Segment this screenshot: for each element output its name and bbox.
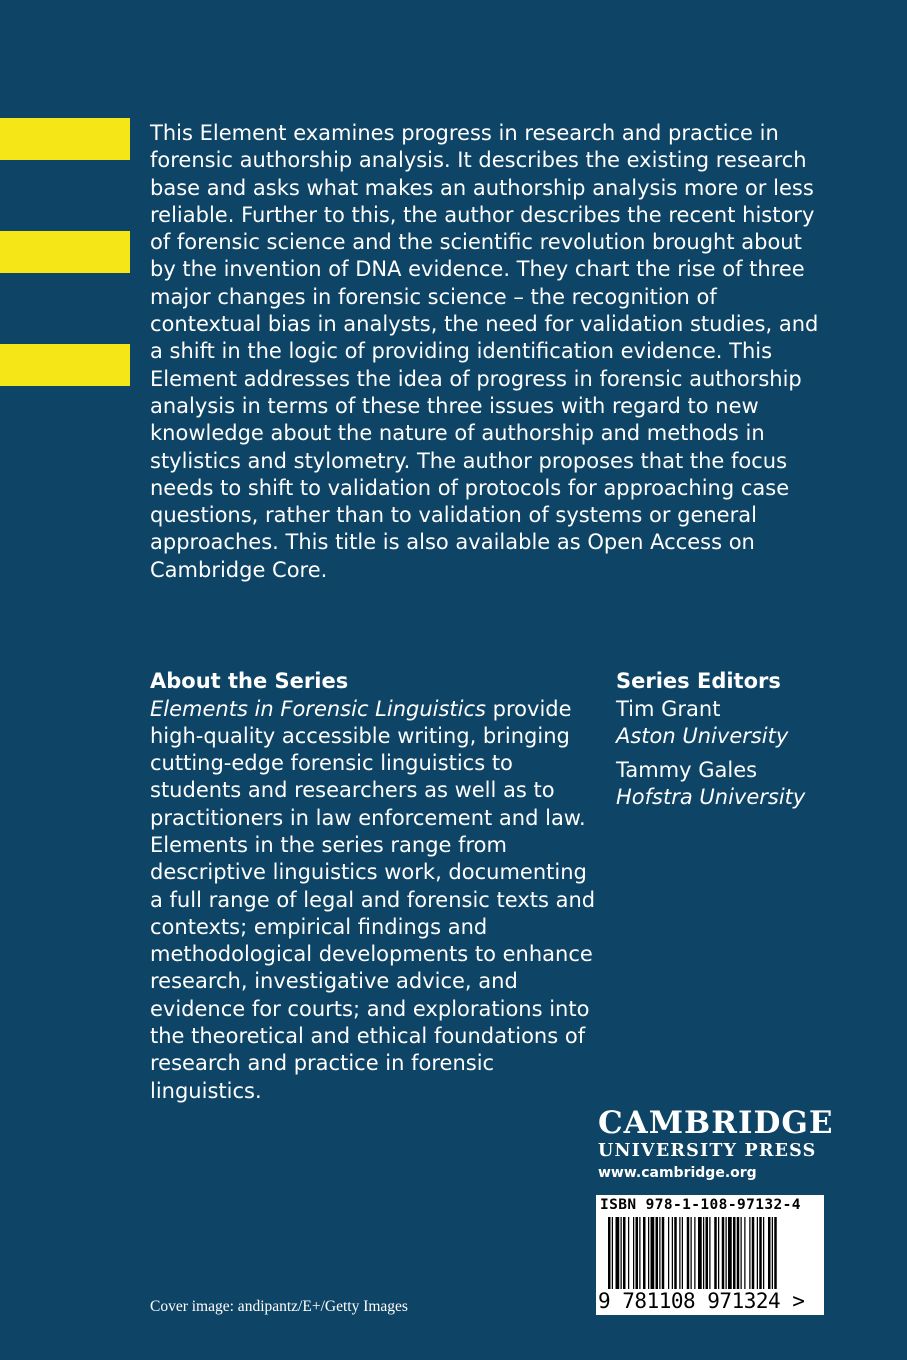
barcode-bar [722, 1217, 725, 1289]
barcode-bar [643, 1217, 646, 1289]
isbn-barcode [596, 1195, 824, 1315]
barcode-bar [741, 1217, 742, 1289]
barcode-digits: 9 781108 971324 > [598, 1289, 805, 1313]
barcode-bar [728, 1217, 732, 1289]
barcode-bar [608, 1217, 611, 1289]
barcode-bar [763, 1217, 764, 1289]
barcode-bar [744, 1217, 745, 1289]
barcode-bar [672, 1217, 673, 1289]
barcode-bar [616, 1217, 620, 1289]
barcode-bar [656, 1217, 659, 1289]
editor-affiliation: Aston University [616, 724, 789, 748]
barcode-bar [774, 1217, 777, 1289]
barcode-bar [687, 1217, 690, 1289]
barcode-bar [636, 1217, 639, 1289]
editor-affiliation: Hofstra University [616, 785, 806, 809]
barcode-bar [659, 1217, 660, 1289]
yellow-accent-bar-middle [0, 231, 130, 273]
barcode-bar [633, 1217, 634, 1289]
editor-name: Tim Grant [616, 696, 721, 721]
barcode-bar [703, 1217, 704, 1289]
barcode-bar [612, 1217, 613, 1289]
barcode-bar [726, 1217, 727, 1289]
publisher-url: www.cambridge.org [598, 1165, 757, 1181]
barcode-bar [752, 1217, 755, 1289]
barcode-bar [651, 1217, 655, 1289]
about-series-section [150, 668, 600, 1105]
barcode-bar [662, 1217, 665, 1289]
about-series-text [150, 696, 600, 1105]
yellow-accent-bar-top [0, 118, 130, 160]
barcode-bar [628, 1217, 629, 1289]
barcode-bar [679, 1217, 680, 1289]
barcode-bar [682, 1217, 683, 1289]
barcode-bar [737, 1217, 740, 1289]
barcode-bar [674, 1217, 677, 1289]
isbn-label: ISBN 978-1-108-97132-4 [600, 1197, 801, 1213]
barcode-bar [733, 1217, 736, 1289]
book-blurb: This Element examines progress in research and practice in forensic authorship analysis. It describes the existing research base and asks what makes an authorship analysis more or less reliable. Further to this, the author describes the recent history of forensic science and the scientific revolution brought about by the invention of DNA evidence. They chart the rise of three major changes in forensic science – the recognition of contextual bias in analysts, the need for validation studies, and a shift in the logic of providing identification evidence. This Element addresses the idea of progress in forensic authorship analysis in terms of these three issues with regard to new knowledge about the nature of authorship and methods in stylistics and stylometry. The author proposes that the focus needs to shift to validation of protocols for approaching case questions, rather than to validation of systems or general approaches. This title is also available as Open Access on Cambridge Core. [150, 121, 819, 582]
barcode-bar [709, 1217, 710, 1289]
series-editors-heading: Series Editors [616, 669, 781, 693]
cover-image-credit: Cover image: andipantz/E+/Getty Images [150, 1298, 408, 1315]
barcode-bar [668, 1217, 669, 1289]
editor-entry [616, 757, 886, 812]
barcode-bar [706, 1217, 709, 1289]
publisher-logo [598, 1105, 834, 1184]
barcode-bar [698, 1217, 702, 1289]
barcode-bar [749, 1217, 750, 1289]
barcode-bar [648, 1217, 649, 1289]
series-editors-section [616, 668, 886, 812]
editor-name: Tammy Gales [616, 757, 758, 782]
publisher-subtitle: UNIVERSITY PRESS [598, 1141, 817, 1161]
yellow-accent-bar-bottom [0, 344, 130, 386]
barcode-bar [623, 1217, 626, 1289]
editor-entry [616, 696, 886, 751]
barcode-bar [714, 1217, 717, 1289]
barcode-bar [757, 1217, 758, 1289]
about-series-heading: About the Series [150, 669, 349, 693]
barcode-bar [639, 1217, 640, 1289]
series-description: provide high-quality accessible writing, bringing cutting-edge forensic linguistics to students and researchers as well as to practitioners in law enforcement and law. Elements in the series range from descriptive linguistics work, documenting a full range of legal and forensic texts and contexts; empirical findings and methodological developments to enhance research, investigative advice, and evidence for courts; and explorations into the theoretical and ethical foundations of research and practice in forensic linguistics. [150, 696, 596, 1103]
barcode-bar [718, 1217, 719, 1289]
barcode-bar [621, 1217, 622, 1289]
series-title: Elements in Forensic Linguistics [150, 696, 486, 721]
publisher-name: CAMBRIDGE [598, 1105, 834, 1141]
barcode-bar [759, 1217, 762, 1289]
barcode-bar [768, 1217, 771, 1289]
barcode-bar [772, 1217, 773, 1289]
barcode-bar [691, 1217, 692, 1289]
barcode-bar [694, 1217, 695, 1289]
